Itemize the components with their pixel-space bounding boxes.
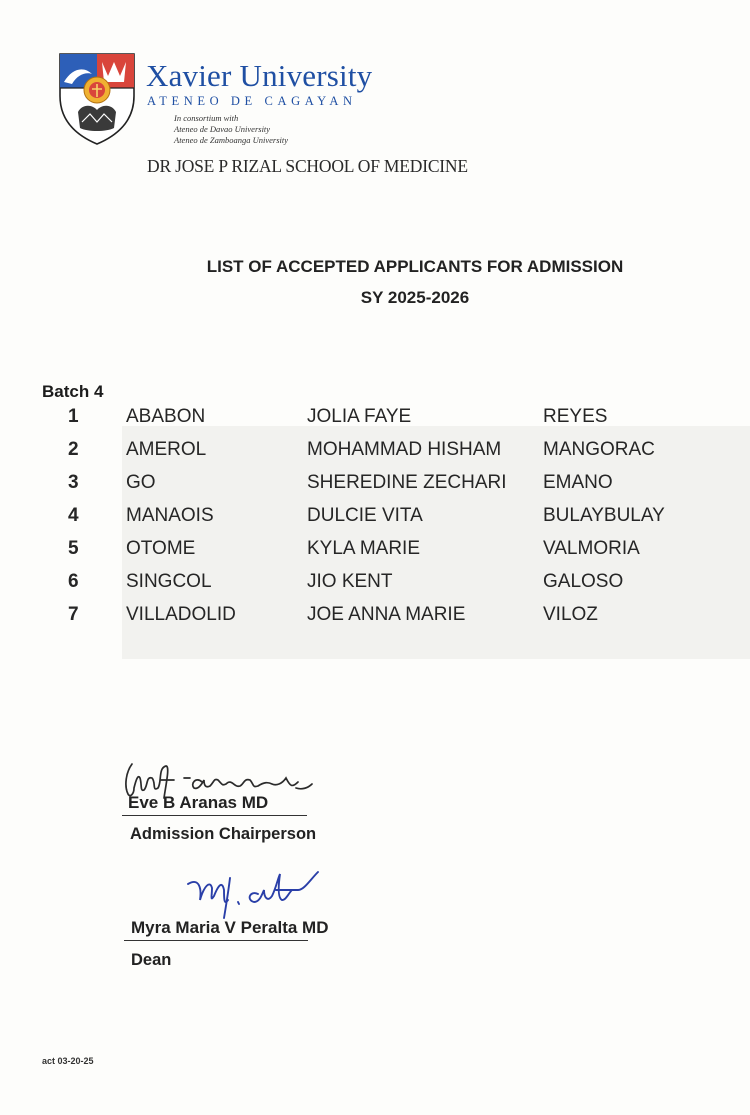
batch-label: Batch 4 — [42, 382, 104, 401]
row-number: 3 — [68, 472, 79, 493]
first-name: JOE ANNA MARIE — [307, 604, 466, 625]
chairperson-name: Eve B Aranas MD — [128, 793, 269, 812]
row-number: 1 — [68, 406, 79, 427]
document-code: act 03-20-25 — [42, 1056, 94, 1066]
consortium-line: Ateneo de Davao University — [174, 124, 271, 134]
dean-signature — [180, 866, 330, 920]
middle-name: EMANO — [543, 472, 613, 493]
university-logo — [58, 52, 136, 146]
university-name: Xavier University — [146, 58, 373, 93]
first-name: MOHAMMAD HISHAM — [307, 439, 502, 460]
last-name: MANAOIS — [126, 505, 214, 526]
row-number: 5 — [68, 538, 79, 559]
document-title: LIST OF ACCEPTED APPLICANTS FOR ADMISSION — [206, 257, 624, 276]
first-name: KYLA MARIE — [307, 538, 420, 559]
applicant-row — [0, 604, 750, 637]
applicant-row — [0, 439, 750, 472]
middle-name: VILOZ — [543, 604, 598, 625]
last-name: ABABON — [126, 406, 206, 427]
dean-role: Dean — [131, 951, 172, 969]
middle-name: GALOSO — [543, 571, 624, 592]
row-number: 6 — [68, 571, 79, 592]
row-number: 4 — [68, 505, 79, 526]
dean-name: Myra Maria V Peralta MD — [131, 918, 329, 937]
middle-name: REYES — [543, 406, 608, 427]
consortium-note — [174, 113, 288, 146]
applicant-row — [0, 505, 750, 538]
school-year: SY 2025-2026 — [360, 288, 470, 307]
row-number: 2 — [68, 439, 79, 460]
school-name: DR JOSE P RIZAL SCHOOL OF MEDICINE — [147, 156, 468, 176]
first-name: SHEREDINE ZECHARI — [307, 472, 507, 493]
last-name: AMEROL — [126, 439, 207, 460]
last-name: VILLADOLID — [126, 604, 236, 625]
first-name: JIO KENT — [307, 571, 393, 592]
first-name: JOLIA FAYE — [307, 406, 412, 427]
middle-name: BULAYBULAY — [543, 505, 665, 526]
consortium-line: In consortium with — [174, 113, 239, 123]
signature-line — [122, 815, 307, 816]
university-subtitle: ATENEO DE CAGAYAN — [147, 94, 357, 108]
applicant-row — [0, 472, 750, 505]
applicant-row — [0, 571, 750, 604]
consortium-line: Ateneo de Zamboanga University — [174, 135, 289, 145]
last-name: GO — [126, 472, 156, 493]
middle-name: MANGORAC — [543, 439, 655, 460]
row-number: 7 — [68, 604, 79, 625]
applicant-row — [0, 406, 750, 439]
signature-line — [124, 940, 308, 941]
chairperson-role: Admission Chairperson — [130, 825, 317, 843]
last-name: OTOME — [126, 538, 196, 559]
last-name: SINGCOL — [126, 571, 212, 592]
applicant-row — [0, 538, 750, 571]
middle-name: VALMORIA — [543, 538, 640, 559]
first-name: DULCIE VITA — [307, 505, 423, 526]
